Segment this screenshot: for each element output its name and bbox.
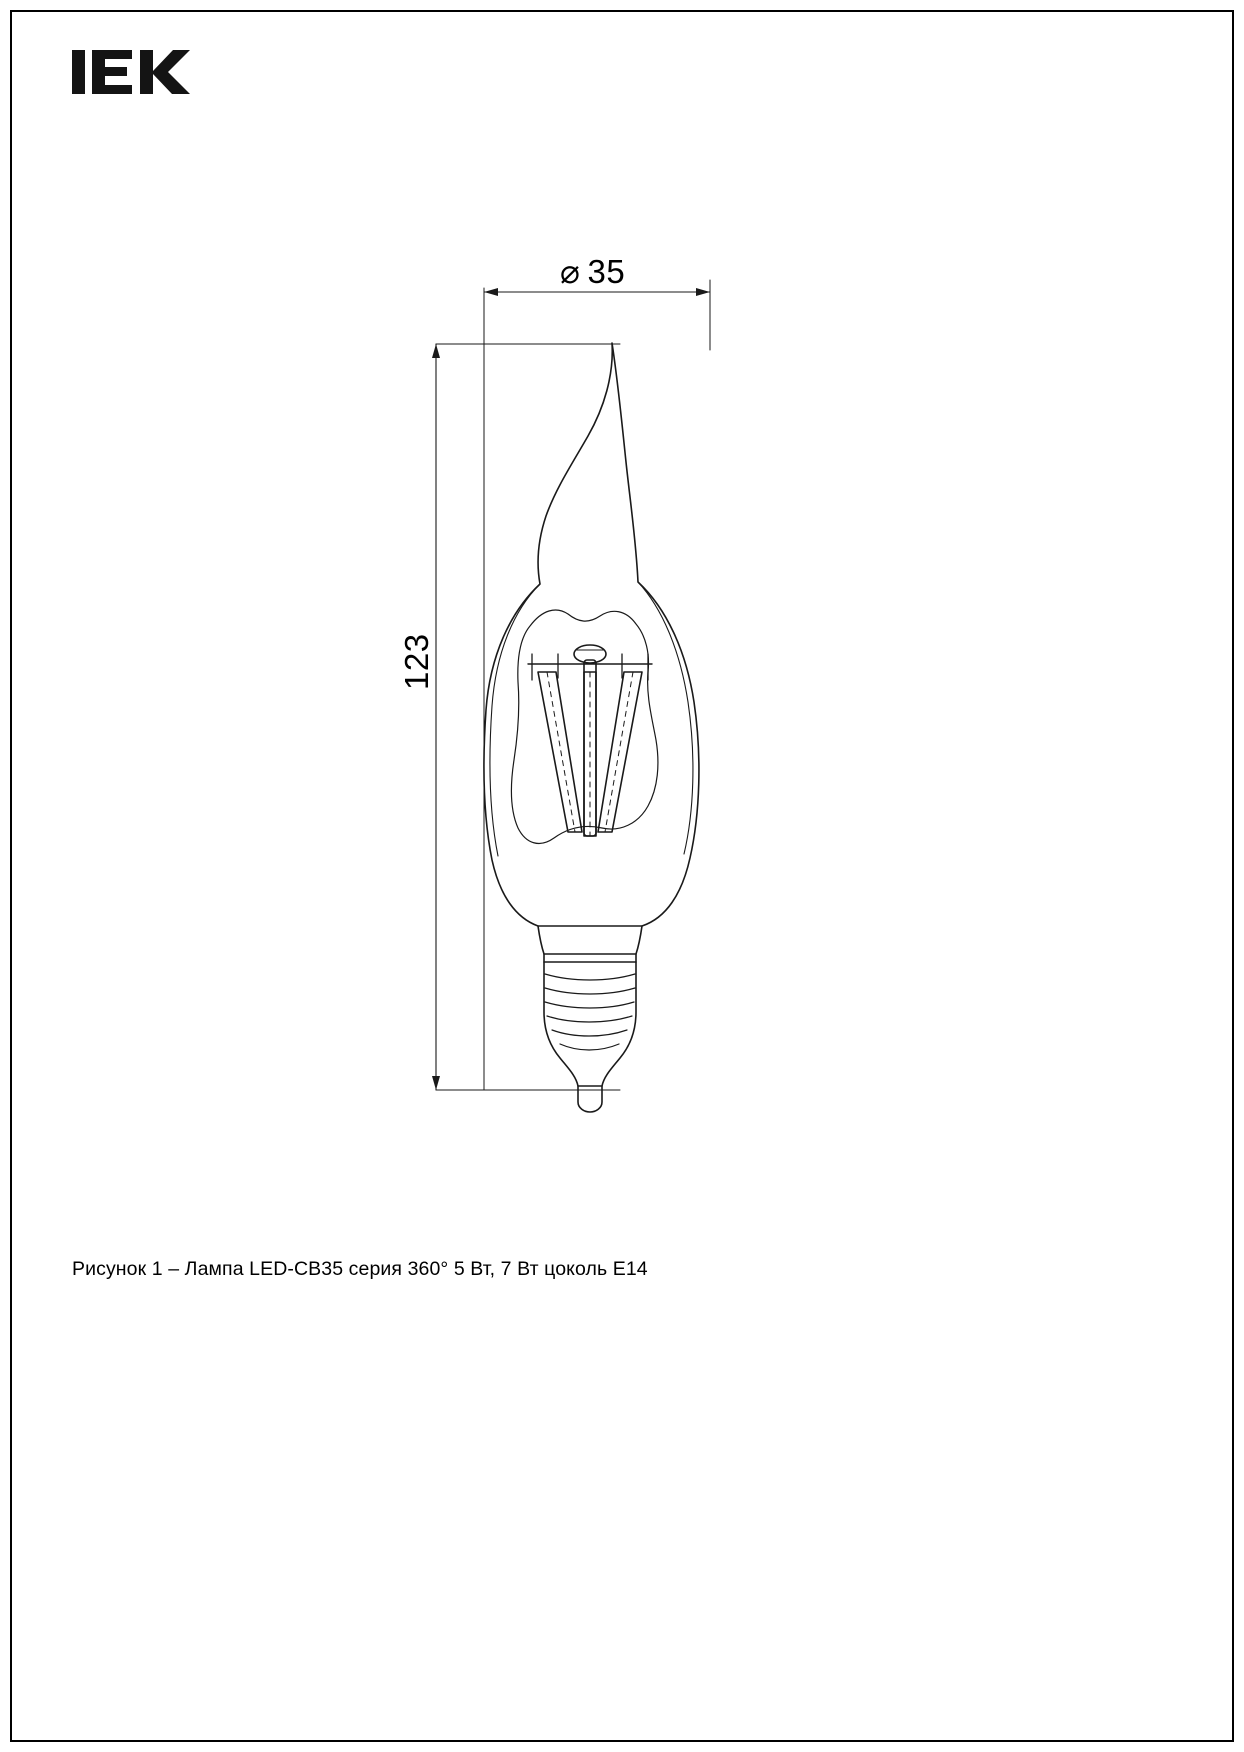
bulb-drawing-svg: [380, 240, 800, 1120]
bulb-technical-drawing: [380, 240, 800, 1120]
iek-logo-icon: [72, 40, 192, 104]
dimension-extension-lines: [436, 280, 710, 1090]
height-dimension-line: [432, 344, 440, 1090]
height-dimension-label: 123: [398, 633, 435, 690]
bulb-inner-highlight-left: [490, 584, 540, 856]
diameter-dimension-label: ⌀ 35: [560, 253, 626, 290]
bulb-envelope-outline: [484, 343, 699, 926]
iek-logo: [72, 40, 192, 104]
neck-outline: [538, 926, 642, 954]
filament-assembly: [528, 645, 652, 836]
bulb-inner-highlight-right: [638, 582, 693, 854]
figure-caption: Рисунок 1 – Лампа LED-CB35 серия 360° 5 Вт, 7 Вт цоколь E14: [72, 1258, 648, 1280]
